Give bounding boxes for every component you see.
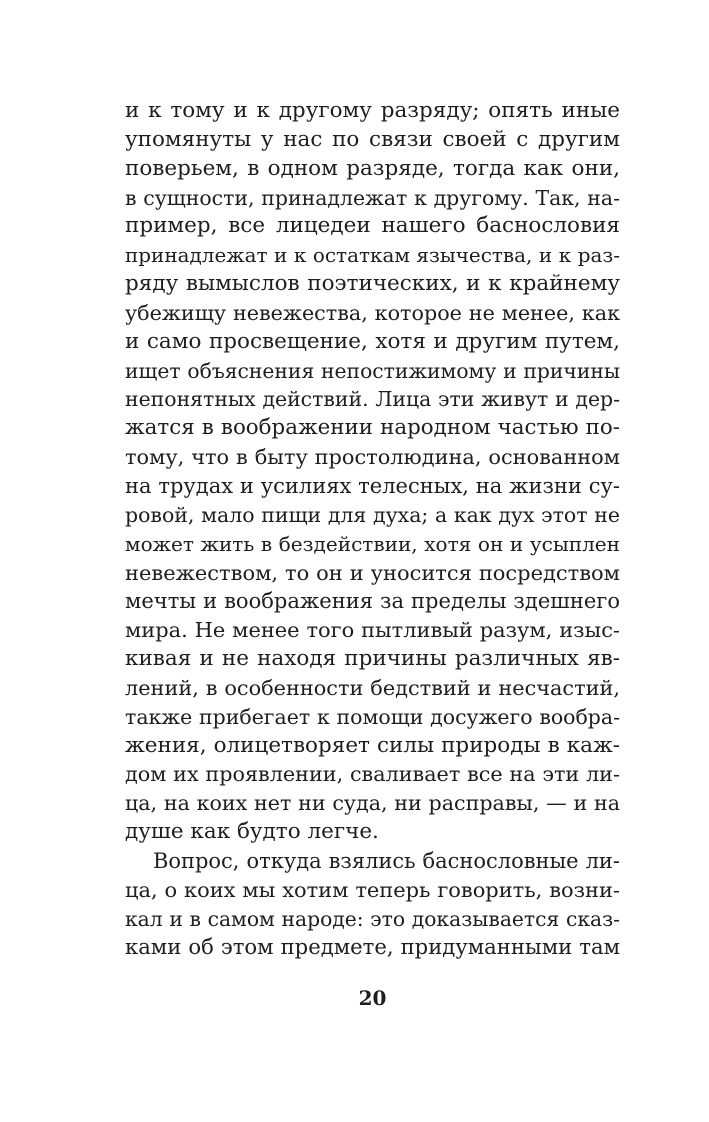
text-line: пример, все лицедеи нашего баснословия [125,213,620,239]
text-line: тому, что в быту простолюдина, основанном [125,445,620,470]
text-line: ца, на коих нет ни суда, ни расправы, — и на [125,791,620,816]
text-line: ровой, мало пищи для духа; а как дух этот не [125,502,620,527]
text-line: может жить в бездействии, хотя он и усыплен [125,531,620,556]
text-line: упомянуты у нас по связи своей с другим [125,126,620,152]
paragraph-2 [125,847,620,962]
text-line: мечты и воображения за пределы здешнего [125,588,620,614]
text-line: невежеством, то он и уносится посредством [125,560,620,585]
text-line: поверьем, в одном разряде, тогда как они, [125,155,620,181]
text-line: принадлежат и к остаткам язычества, и к раз- [125,243,620,268]
text-line: непонятных действий. Лица эти живут и дер- [125,387,620,412]
text-line: ками об этом предмете, придуманными там [125,934,620,960]
text-line: также прибегает к помощи досужего вообра- [125,704,620,729]
page-number: 20 [358,986,387,1010]
text-line: кал и в самом народе: это доказывается сказ- [125,906,620,931]
text-line: и само просвещение, хотя и другим путем, [125,328,620,354]
text-line: лений, в особенности бедствий и несчастий, [125,675,620,700]
text-line: ищет объяснения непостижимому и причины [125,358,620,383]
text-line: убежищу невежества, которое не менее, как [125,300,620,325]
text-line: душе как будто легче. [125,819,379,845]
text-line: жения, олицетворяет силы природы в каж- [125,732,620,758]
text-line: жатся в воображении народном частью по- [125,415,620,441]
text-line: и к тому и к другому разряду; опять иные [125,98,620,123]
text-line: ряду вымыслов поэтических, и к крайнему [125,271,620,297]
text-line: в сущности, принадлежат к другому. Так, на- [125,185,620,210]
text-line: на трудах и усилиях телесных, на жизни су- [125,473,620,498]
text-line: ца, о коих мы хотим теперь говорить, возни- [125,877,620,902]
body-text [125,97,620,962]
text-line: дом их проявлении, сваливает все на эти ли- [125,762,620,787]
text-line: кивая и не находя причины различных яв- [125,646,620,672]
paragraph-1 [125,97,620,847]
text-line: мира. Не менее того пытливый разум, изыс- [125,618,620,643]
text-line: Вопрос, откуда взялись баснословные ли- [153,848,620,873]
